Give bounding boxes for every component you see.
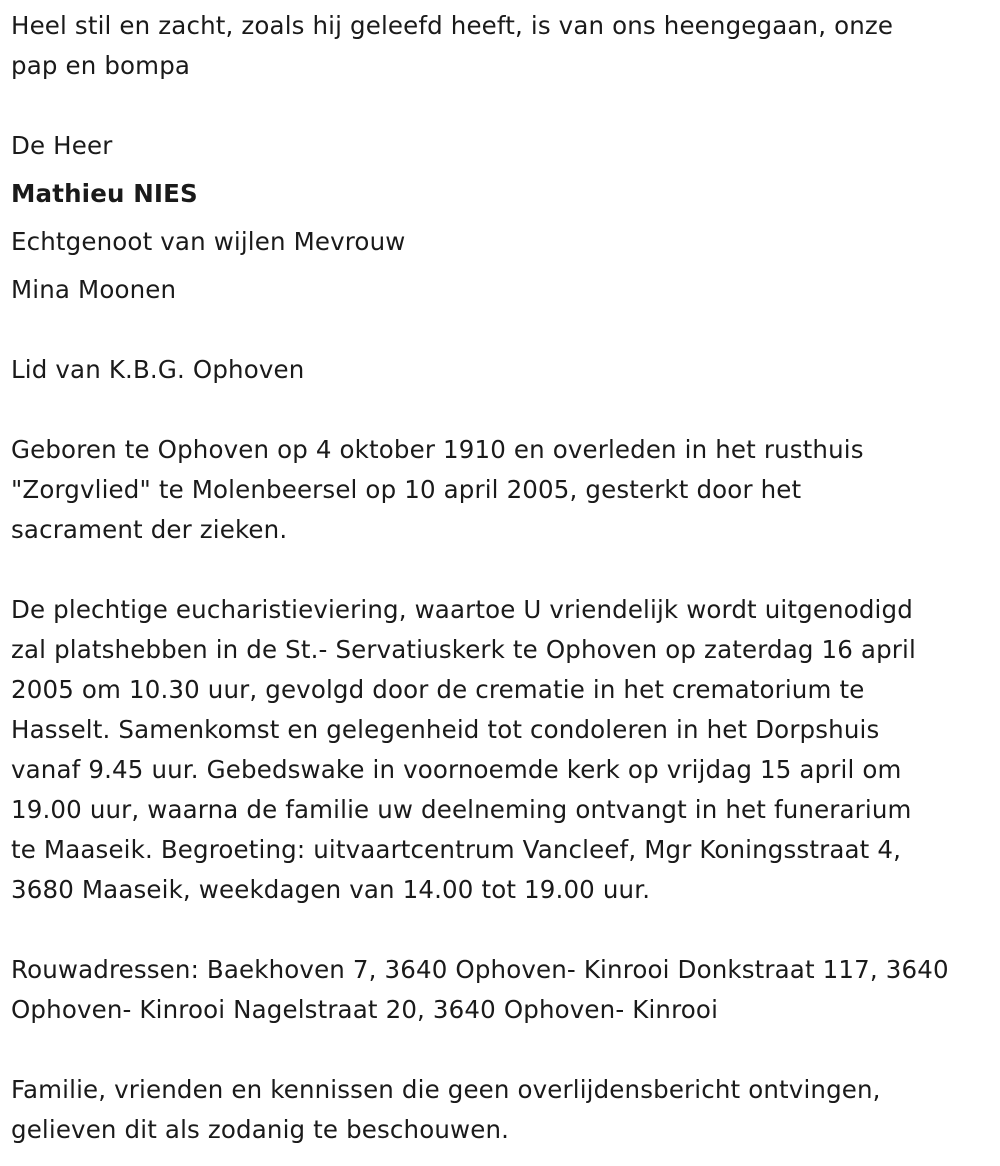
spouse-line-1: Echtgenoot van wijlen Mevrouw — [11, 227, 406, 256]
ceremony-line: zal platshebben in de St.- Servatiuskerk te Ophoven op zaterdag 16 april — [11, 635, 916, 664]
intro-line-1: Heel stil en zacht, zoals hij geleefd heeft, is van ons heengegaan, onze — [11, 11, 894, 40]
address-line: Ophoven- Kinrooi Nagelstraat 20, 3640 Ophoven- Kinrooi — [11, 995, 719, 1024]
family-notice-paragraph — [11, 1070, 881, 1150]
address-line: Rouwadressen: Baekhoven 7, 3640 Ophoven- Kinrooi Donkstraat 117, 3640 — [11, 955, 949, 984]
birth-line: "Zorgvlied" te Molenbeersel op 10 april 2005, gesterkt door het — [11, 475, 802, 504]
ceremony-line: 19.00 uur, waarna de familie uw deelneming ontvangt in het funerarium — [11, 795, 912, 824]
honorific: De Heer — [11, 131, 113, 160]
spouse-line-2: Mina Moonen — [11, 275, 177, 304]
family-notice-line: Familie, vrienden en kennissen die geen overlijdensbericht ontvingen, — [11, 1075, 881, 1104]
ceremony-line: De plechtige eucharistieviering, waartoe U vriendelijk wordt uitgenodigd — [11, 595, 913, 624]
birth-line: sacrament der zieken. — [11, 515, 288, 544]
birth-line: Geboren te Ophoven op 4 oktober 1910 en overleden in het rusthuis — [11, 435, 864, 464]
membership: Lid van K.B.G. Ophoven — [11, 355, 305, 384]
addresses-paragraph — [11, 950, 949, 1030]
birth-paragraph — [11, 430, 864, 550]
intro-line-2: pap en bompa — [11, 51, 191, 80]
ceremony-paragraph — [11, 590, 916, 910]
ceremony-line: vanaf 9.45 uur. Gebedswake in voornoemde kerk op vrijdag 15 april om — [11, 755, 902, 784]
ceremony-line: 3680 Maaseik, weekdagen van 14.00 tot 19.00 uur. — [11, 875, 651, 904]
family-notice-line: gelieven dit als zodanig te beschouwen. — [11, 1115, 510, 1144]
deceased-name: Mathieu NIES — [11, 179, 198, 208]
ceremony-line: Hasselt. Samenkomst en gelegenheid tot condoleren in het Dorpshuis — [11, 715, 880, 744]
ceremony-line: 2005 om 10.30 uur, gevolgd door de crematie in het crematorium te — [11, 675, 865, 704]
ceremony-line: te Maaseik. Begroeting: uitvaartcentrum Vancleef, Mgr Koningsstraat 4, — [11, 835, 902, 864]
